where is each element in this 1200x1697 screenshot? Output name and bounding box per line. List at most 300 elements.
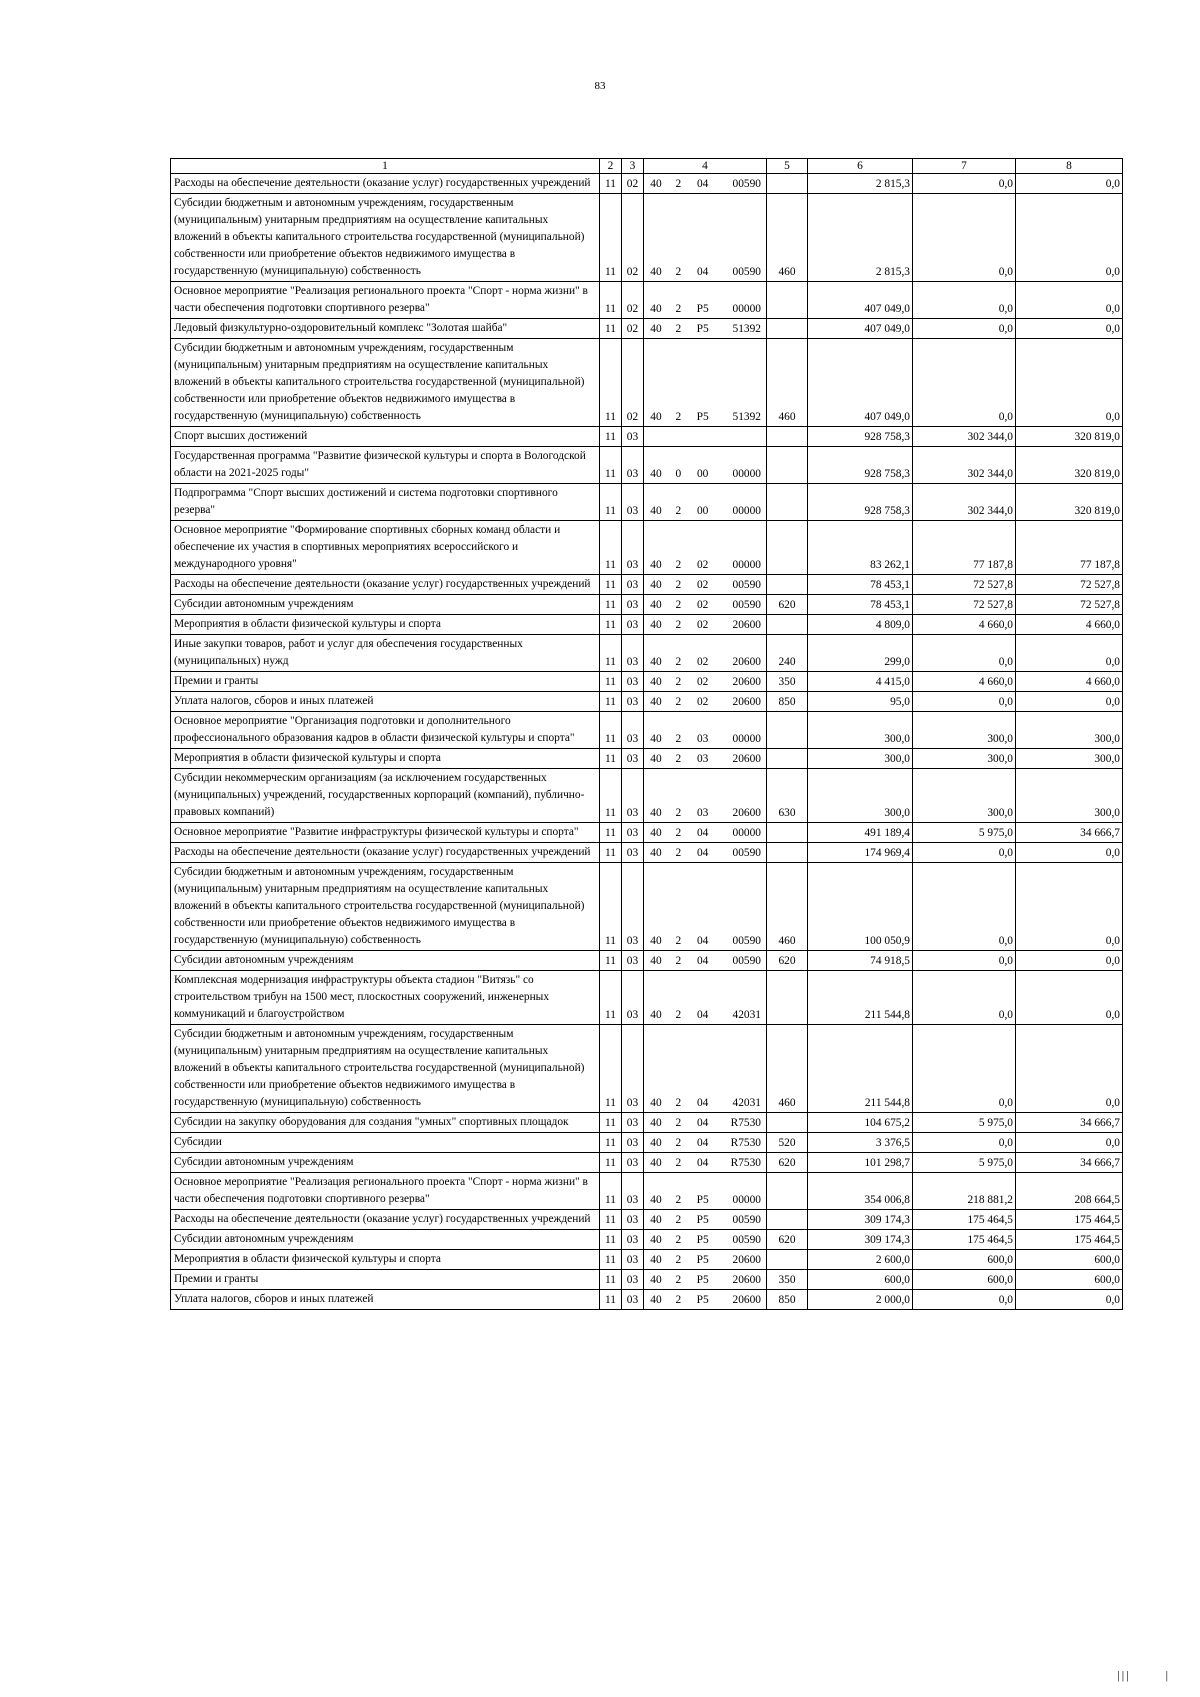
code-part: 40: [650, 696, 662, 708]
row-amount-1: 300,0: [808, 749, 913, 769]
code-part: 00000: [732, 303, 761, 315]
row-target-code: [644, 672, 767, 692]
row-subsection: 03: [622, 615, 644, 635]
row-expense-type: 520: [767, 1133, 808, 1153]
scan-marks: ||| |: [1117, 1668, 1170, 1682]
row-section: 11: [600, 1210, 622, 1230]
row-target-code: [644, 712, 767, 749]
row-amount-2: 0,0: [913, 1133, 1016, 1153]
row-amount-3: 300,0: [1016, 749, 1123, 769]
row-target-code: [644, 1230, 767, 1250]
row-name: Премии и гранты: [171, 672, 600, 692]
row-amount-3: 0,0: [1016, 843, 1123, 863]
row-subsection: 03: [622, 823, 644, 843]
row-expense-type: 240: [767, 635, 808, 672]
row-amount-2: 300,0: [913, 749, 1016, 769]
row-subsection: 03: [622, 843, 644, 863]
row-name: Мероприятия в области физической культуры и спорта: [171, 615, 600, 635]
row-amount-1: 300,0: [808, 712, 913, 749]
row-amount-1: 309 174,3: [808, 1210, 913, 1230]
code-part: 03: [696, 733, 709, 745]
row-amount-2: 0,0: [913, 339, 1016, 427]
header-cell: 5: [767, 159, 808, 174]
row-target-code: [644, 1113, 767, 1133]
row-section: 11: [600, 447, 622, 484]
row-amount-2: 175 464,5: [913, 1210, 1016, 1230]
code-part: P5: [696, 303, 709, 315]
row-target-code: [644, 174, 767, 194]
header-cell: 7: [913, 159, 1016, 174]
row-expense-type: [767, 615, 808, 635]
row-amount-2: 0,0: [913, 194, 1016, 282]
row-name: Расходы на обеспечение деятельности (оказание услуг) государственных учреждений: [171, 174, 600, 194]
row-amount-3: 0,0: [1016, 1133, 1123, 1153]
code-part: 2: [675, 1117, 682, 1129]
row-subsection: 02: [622, 319, 644, 339]
code-part: 2: [675, 323, 682, 335]
row-name: Субсидии: [171, 1133, 600, 1153]
code-part: 2: [675, 266, 682, 278]
code-part: 40: [650, 505, 662, 517]
row-amount-2: 0,0: [913, 174, 1016, 194]
code-part: 2: [675, 178, 682, 190]
code-part: 2: [675, 1294, 682, 1306]
row-subsection: 03: [622, 427, 644, 447]
row-name: Субсидии на закупку оборудования для создания "умных" спортивных площадок: [171, 1113, 600, 1133]
row-amount-3: 300,0: [1016, 769, 1123, 823]
code-part: 04: [696, 1009, 709, 1021]
row-section: 11: [600, 823, 622, 843]
row-target-code: [644, 447, 767, 484]
row-amount-1: 101 298,7: [808, 1153, 913, 1173]
row-target-code: [644, 282, 767, 319]
table-row: [171, 692, 1123, 712]
row-amount-2: 218 881,2: [913, 1173, 1016, 1210]
row-amount-2: 0,0: [913, 1025, 1016, 1113]
row-name: Иные закупки товаров, работ и услуг для обеспечения государственных (муниципальных) нужд: [171, 635, 600, 672]
code-part: 40: [650, 1157, 662, 1169]
code-part: 00000: [732, 1194, 761, 1206]
code-part: 40: [650, 1214, 662, 1226]
code-part: 20600: [732, 696, 761, 708]
row-amount-3: 77 187,8: [1016, 521, 1123, 575]
code-part: 04: [696, 827, 709, 839]
row-amount-1: 83 262,1: [808, 521, 913, 575]
code-part: 20600: [732, 753, 761, 765]
code-part: 40: [650, 1254, 662, 1266]
table-row: [171, 1025, 1123, 1113]
row-subsection: 02: [622, 282, 644, 319]
table-row: [171, 1153, 1123, 1173]
code-part: 02: [696, 696, 709, 708]
row-amount-2: 72 527,8: [913, 595, 1016, 615]
row-target-code: [644, 971, 767, 1025]
table-row: [171, 1250, 1123, 1270]
row-amount-1: 354 006,8: [808, 1173, 913, 1210]
row-name: Мероприятия в области физической культуры и спорта: [171, 1250, 600, 1270]
row-expense-type: [767, 484, 808, 521]
row-amount-2: 77 187,8: [913, 521, 1016, 575]
row-target-code: [644, 749, 767, 769]
row-expense-type: [767, 971, 808, 1025]
row-section: 11: [600, 971, 622, 1025]
code-part: 20600: [732, 1294, 761, 1306]
code-part: 20600: [732, 656, 761, 668]
row-amount-2: 0,0: [913, 319, 1016, 339]
code-part: 40: [650, 1009, 662, 1021]
row-target-code: [644, 521, 767, 575]
code-part: 03: [696, 753, 709, 765]
row-amount-1: 2 600,0: [808, 1250, 913, 1270]
row-amount-2: 175 464,5: [913, 1230, 1016, 1250]
code-part: 40: [650, 753, 662, 765]
code-part: 40: [650, 303, 662, 315]
code-part: 2: [675, 656, 682, 668]
row-section: 11: [600, 1173, 622, 1210]
code-part: 2: [675, 1234, 682, 1246]
row-name: Субсидии бюджетным и автономным учреждениям, государственным (муниципальным) унитарным предприятиям на осуществление капитальных вложений в объекты капитального строительства государственной (муниципальной) собственности или приобретение объектов недвижимого имущества в государственную (муниципальную) собственность: [171, 194, 600, 282]
header-row: [171, 159, 1123, 174]
row-name: Основное мероприятие "Реализация регионального проекта "Спорт - норма жизни" в части обеспечения подготовки спортивного резерва": [171, 1173, 600, 1210]
row-name: Уплата налогов, сборов и иных платежей: [171, 1290, 600, 1310]
row-subsection: 03: [622, 971, 644, 1025]
table-row: [171, 672, 1123, 692]
code-part: 2: [675, 955, 682, 967]
row-amount-3: 34 666,7: [1016, 1113, 1123, 1133]
code-part: 02: [696, 599, 709, 611]
code-part: 00590: [732, 266, 761, 278]
row-name: Премии и гранты: [171, 1270, 600, 1290]
table-row: [171, 712, 1123, 749]
row-section: 11: [600, 843, 622, 863]
row-name: Основное мероприятие "Организация подготовки и дополнительного профессионального образования кадров в области физической культуры и спорта": [171, 712, 600, 749]
code-part: 40: [650, 807, 662, 819]
row-expense-type: [767, 843, 808, 863]
row-target-code: [644, 1210, 767, 1230]
code-part: 00590: [732, 847, 761, 859]
row-section: 11: [600, 1133, 622, 1153]
row-amount-3: 300,0: [1016, 712, 1123, 749]
row-amount-1: 407 049,0: [808, 319, 913, 339]
row-section: 11: [600, 1290, 622, 1310]
row-section: 11: [600, 635, 622, 672]
row-section: 11: [600, 749, 622, 769]
table-row: [171, 1270, 1123, 1290]
table-row: [171, 863, 1123, 951]
row-target-code: [644, 635, 767, 672]
row-amount-2: 600,0: [913, 1270, 1016, 1290]
table-row: [171, 749, 1123, 769]
row-amount-2: 0,0: [913, 951, 1016, 971]
code-part: 04: [696, 1097, 709, 1109]
row-amount-1: 78 453,1: [808, 575, 913, 595]
header-cell: 2: [600, 159, 622, 174]
code-part: 40: [650, 935, 662, 947]
row-target-code: [644, 769, 767, 823]
row-target-code: [644, 615, 767, 635]
row-section: 11: [600, 194, 622, 282]
row-section: 11: [600, 1270, 622, 1290]
row-amount-3: 0,0: [1016, 635, 1123, 672]
row-subsection: 03: [622, 484, 644, 521]
row-amount-2: 4 660,0: [913, 672, 1016, 692]
table-row: [171, 484, 1123, 521]
row-amount-1: 407 049,0: [808, 339, 913, 427]
code-part: 40: [650, 1274, 662, 1286]
code-part: 20600: [732, 619, 761, 631]
code-part: 2: [675, 619, 682, 631]
table-row: [171, 194, 1123, 282]
code-part: 2: [675, 1009, 682, 1021]
row-subsection: 03: [622, 1290, 644, 1310]
table-row: [171, 339, 1123, 427]
table-row: [171, 843, 1123, 863]
row-target-code: [644, 1290, 767, 1310]
row-section: 11: [600, 712, 622, 749]
row-subsection: 03: [622, 1153, 644, 1173]
row-expense-type: 850: [767, 692, 808, 712]
code-part: 2: [675, 505, 682, 517]
row-amount-3: 600,0: [1016, 1250, 1123, 1270]
row-amount-1: 74 918,5: [808, 951, 913, 971]
code-part: 2: [675, 579, 682, 591]
code-part: 40: [650, 579, 662, 591]
row-subsection: 03: [622, 1133, 644, 1153]
code-part: 2: [675, 559, 682, 571]
row-section: 11: [600, 1230, 622, 1250]
table-row: [171, 447, 1123, 484]
row-amount-3: 0,0: [1016, 174, 1123, 194]
row-amount-2: 0,0: [913, 282, 1016, 319]
row-name: Расходы на обеспечение деятельности (оказание услуг) государственных учреждений: [171, 843, 600, 863]
code-part: 2: [675, 733, 682, 745]
code-part: 02: [696, 676, 709, 688]
row-expense-type: [767, 823, 808, 843]
code-part: 02: [696, 619, 709, 631]
code-part: 40: [650, 676, 662, 688]
code-part: 04: [696, 1157, 709, 1169]
code-part: 02: [696, 559, 709, 571]
row-expense-type: 460: [767, 1025, 808, 1113]
code-part: 0: [675, 468, 682, 480]
table-row: [171, 595, 1123, 615]
row-subsection: 03: [622, 635, 644, 672]
row-amount-2: 5 975,0: [913, 823, 1016, 843]
row-amount-3: 600,0: [1016, 1270, 1123, 1290]
row-amount-1: 104 675,2: [808, 1113, 913, 1133]
table-row: [171, 1210, 1123, 1230]
row-amount-1: 211 544,8: [808, 971, 913, 1025]
row-amount-3: 0,0: [1016, 971, 1123, 1025]
code-part: 40: [650, 656, 662, 668]
row-section: 11: [600, 595, 622, 615]
row-amount-1: 2 815,3: [808, 194, 913, 282]
code-part: 40: [650, 1234, 662, 1246]
row-target-code: [644, 692, 767, 712]
row-amount-3: 320 819,0: [1016, 447, 1123, 484]
row-amount-2: 4 660,0: [913, 615, 1016, 635]
row-expense-type: 460: [767, 863, 808, 951]
code-part: P5: [696, 1234, 709, 1246]
row-amount-3: 4 660,0: [1016, 672, 1123, 692]
row-amount-1: 78 453,1: [808, 595, 913, 615]
code-part: 42031: [732, 1097, 761, 1109]
code-part: 04: [696, 178, 709, 190]
code-part: 00000: [732, 505, 761, 517]
row-name: Расходы на обеспечение деятельности (оказание услуг) государственных учреждений: [171, 575, 600, 595]
budget-table: [170, 158, 1123, 1310]
row-subsection: 03: [622, 1210, 644, 1230]
code-part: 40: [650, 411, 662, 423]
row-amount-2: 0,0: [913, 863, 1016, 951]
code-part: 40: [650, 827, 662, 839]
row-amount-1: 4 809,0: [808, 615, 913, 635]
code-part: 40: [650, 266, 662, 278]
code-part: 2: [675, 1194, 682, 1206]
row-amount-1: 4 415,0: [808, 672, 913, 692]
row-target-code: [644, 1153, 767, 1173]
row-amount-1: 174 969,4: [808, 843, 913, 863]
code-part: 40: [650, 847, 662, 859]
table-row: [171, 427, 1123, 447]
table-row: [171, 1133, 1123, 1153]
row-section: 11: [600, 339, 622, 427]
code-part: 2: [675, 827, 682, 839]
row-target-code: [644, 339, 767, 427]
row-target-code: [644, 843, 767, 863]
row-name: Уплата налогов, сборов и иных платежей: [171, 692, 600, 712]
code-part: 40: [650, 1294, 662, 1306]
row-amount-2: 300,0: [913, 712, 1016, 749]
row-expense-type: [767, 319, 808, 339]
row-subsection: 03: [622, 521, 644, 575]
row-amount-3: 0,0: [1016, 1025, 1123, 1113]
row-expense-type: [767, 1250, 808, 1270]
row-section: 11: [600, 672, 622, 692]
table-row: [171, 1290, 1123, 1310]
code-part: 2: [675, 1214, 682, 1226]
row-amount-2: 302 344,0: [913, 484, 1016, 521]
code-part: 2: [675, 847, 682, 859]
row-subsection: 03: [622, 951, 644, 971]
row-amount-1: 2 000,0: [808, 1290, 913, 1310]
row-target-code: [644, 1270, 767, 1290]
row-expense-type: [767, 749, 808, 769]
row-section: 11: [600, 615, 622, 635]
row-section: 11: [600, 282, 622, 319]
code-part: P5: [696, 1194, 709, 1206]
row-subsection: 03: [622, 575, 644, 595]
row-name: Субсидии автономным учреждениям: [171, 951, 600, 971]
row-section: 11: [600, 1250, 622, 1270]
row-section: 11: [600, 575, 622, 595]
row-expense-type: 620: [767, 951, 808, 971]
row-section: 11: [600, 427, 622, 447]
row-amount-2: 600,0: [913, 1250, 1016, 1270]
row-expense-type: [767, 427, 808, 447]
code-part: 00590: [732, 178, 761, 190]
row-subsection: 03: [622, 595, 644, 615]
row-expense-type: [767, 521, 808, 575]
row-amount-3: 0,0: [1016, 319, 1123, 339]
row-subsection: 03: [622, 1113, 644, 1133]
code-part: 04: [696, 266, 709, 278]
table-row: [171, 951, 1123, 971]
table-body: [171, 174, 1123, 1310]
table-row: [171, 521, 1123, 575]
code-part: 51392: [732, 411, 761, 423]
row-target-code: [644, 863, 767, 951]
code-part: 00590: [732, 1234, 761, 1246]
code-part: 20600: [732, 807, 761, 819]
table-row: [171, 971, 1123, 1025]
row-amount-3: 4 660,0: [1016, 615, 1123, 635]
row-expense-type: 850: [767, 1290, 808, 1310]
row-section: 11: [600, 769, 622, 823]
row-target-code: [644, 1173, 767, 1210]
code-part: R7530: [730, 1137, 761, 1149]
row-amount-2: 0,0: [913, 635, 1016, 672]
row-amount-2: 302 344,0: [913, 427, 1016, 447]
code-part: 2: [675, 1097, 682, 1109]
code-part: 2: [675, 935, 682, 947]
code-part: 00590: [732, 955, 761, 967]
row-amount-3: 320 819,0: [1016, 484, 1123, 521]
row-subsection: 03: [622, 1173, 644, 1210]
table-row: [171, 282, 1123, 319]
row-name: Основное мероприятие "Формирование спортивных сборных команд области и обеспечение их участия в спортивных мероприятиях всероссийского и международного уровня": [171, 521, 600, 575]
row-expense-type: 460: [767, 194, 808, 282]
code-part: 42031: [732, 1009, 761, 1021]
row-amount-1: 928 758,3: [808, 484, 913, 521]
row-amount-1: 100 050,9: [808, 863, 913, 951]
row-section: 11: [600, 1113, 622, 1133]
row-name: Субсидии бюджетным и автономным учреждениям, государственным (муниципальным) унитарным предприятиям на осуществление капитальных вложений в объекты капитального строительства государственной (муниципальной) собственности или приобретение объектов недвижимого имущества в государственную (муниципальную) собственность: [171, 863, 600, 951]
code-part: P5: [696, 323, 709, 335]
code-part: 00000: [732, 468, 761, 480]
header-cell: 8: [1016, 159, 1123, 174]
header-cell: 4: [644, 159, 767, 174]
code-part: 2: [675, 599, 682, 611]
row-section: 11: [600, 863, 622, 951]
code-part: 00: [696, 505, 709, 517]
code-part: 03: [696, 807, 709, 819]
row-subsection: 02: [622, 194, 644, 282]
row-amount-2: 0,0: [913, 971, 1016, 1025]
row-amount-3: 175 464,5: [1016, 1210, 1123, 1230]
code-part: 20600: [732, 676, 761, 688]
row-amount-3: 34 666,7: [1016, 1153, 1123, 1173]
row-expense-type: 620: [767, 1153, 808, 1173]
row-name: Субсидии бюджетным и автономным учреждениям, государственным (муниципальным) унитарным предприятиям на осуществление капитальных вложений в объекты капитального строительства государственной (муниципальной) собственности или приобретение объектов недвижимого имущества в государственную (муниципальную) собственность: [171, 339, 600, 427]
row-subsection: 03: [622, 712, 644, 749]
row-name: Основное мероприятие "Реализация регионального проекта "Спорт - норма жизни" в части обеспечения подготовки спортивного резерва": [171, 282, 600, 319]
row-subsection: 03: [622, 1230, 644, 1250]
code-part: R7530: [730, 1157, 761, 1169]
row-name: Субсидии автономным учреждениям: [171, 1153, 600, 1173]
header-cell: 3: [622, 159, 644, 174]
row-name: Основное мероприятие "Развитие инфраструктуры физической культуры и спорта": [171, 823, 600, 843]
header-cell: 6: [808, 159, 913, 174]
code-part: 40: [650, 323, 662, 335]
row-name: Расходы на обеспечение деятельности (оказание услуг) государственных учреждений: [171, 1210, 600, 1230]
code-part: 40: [650, 733, 662, 745]
row-target-code: [644, 194, 767, 282]
code-part: 51392: [732, 323, 761, 335]
code-part: 2: [675, 303, 682, 315]
row-subsection: 03: [622, 447, 644, 484]
row-subsection: 03: [622, 692, 644, 712]
